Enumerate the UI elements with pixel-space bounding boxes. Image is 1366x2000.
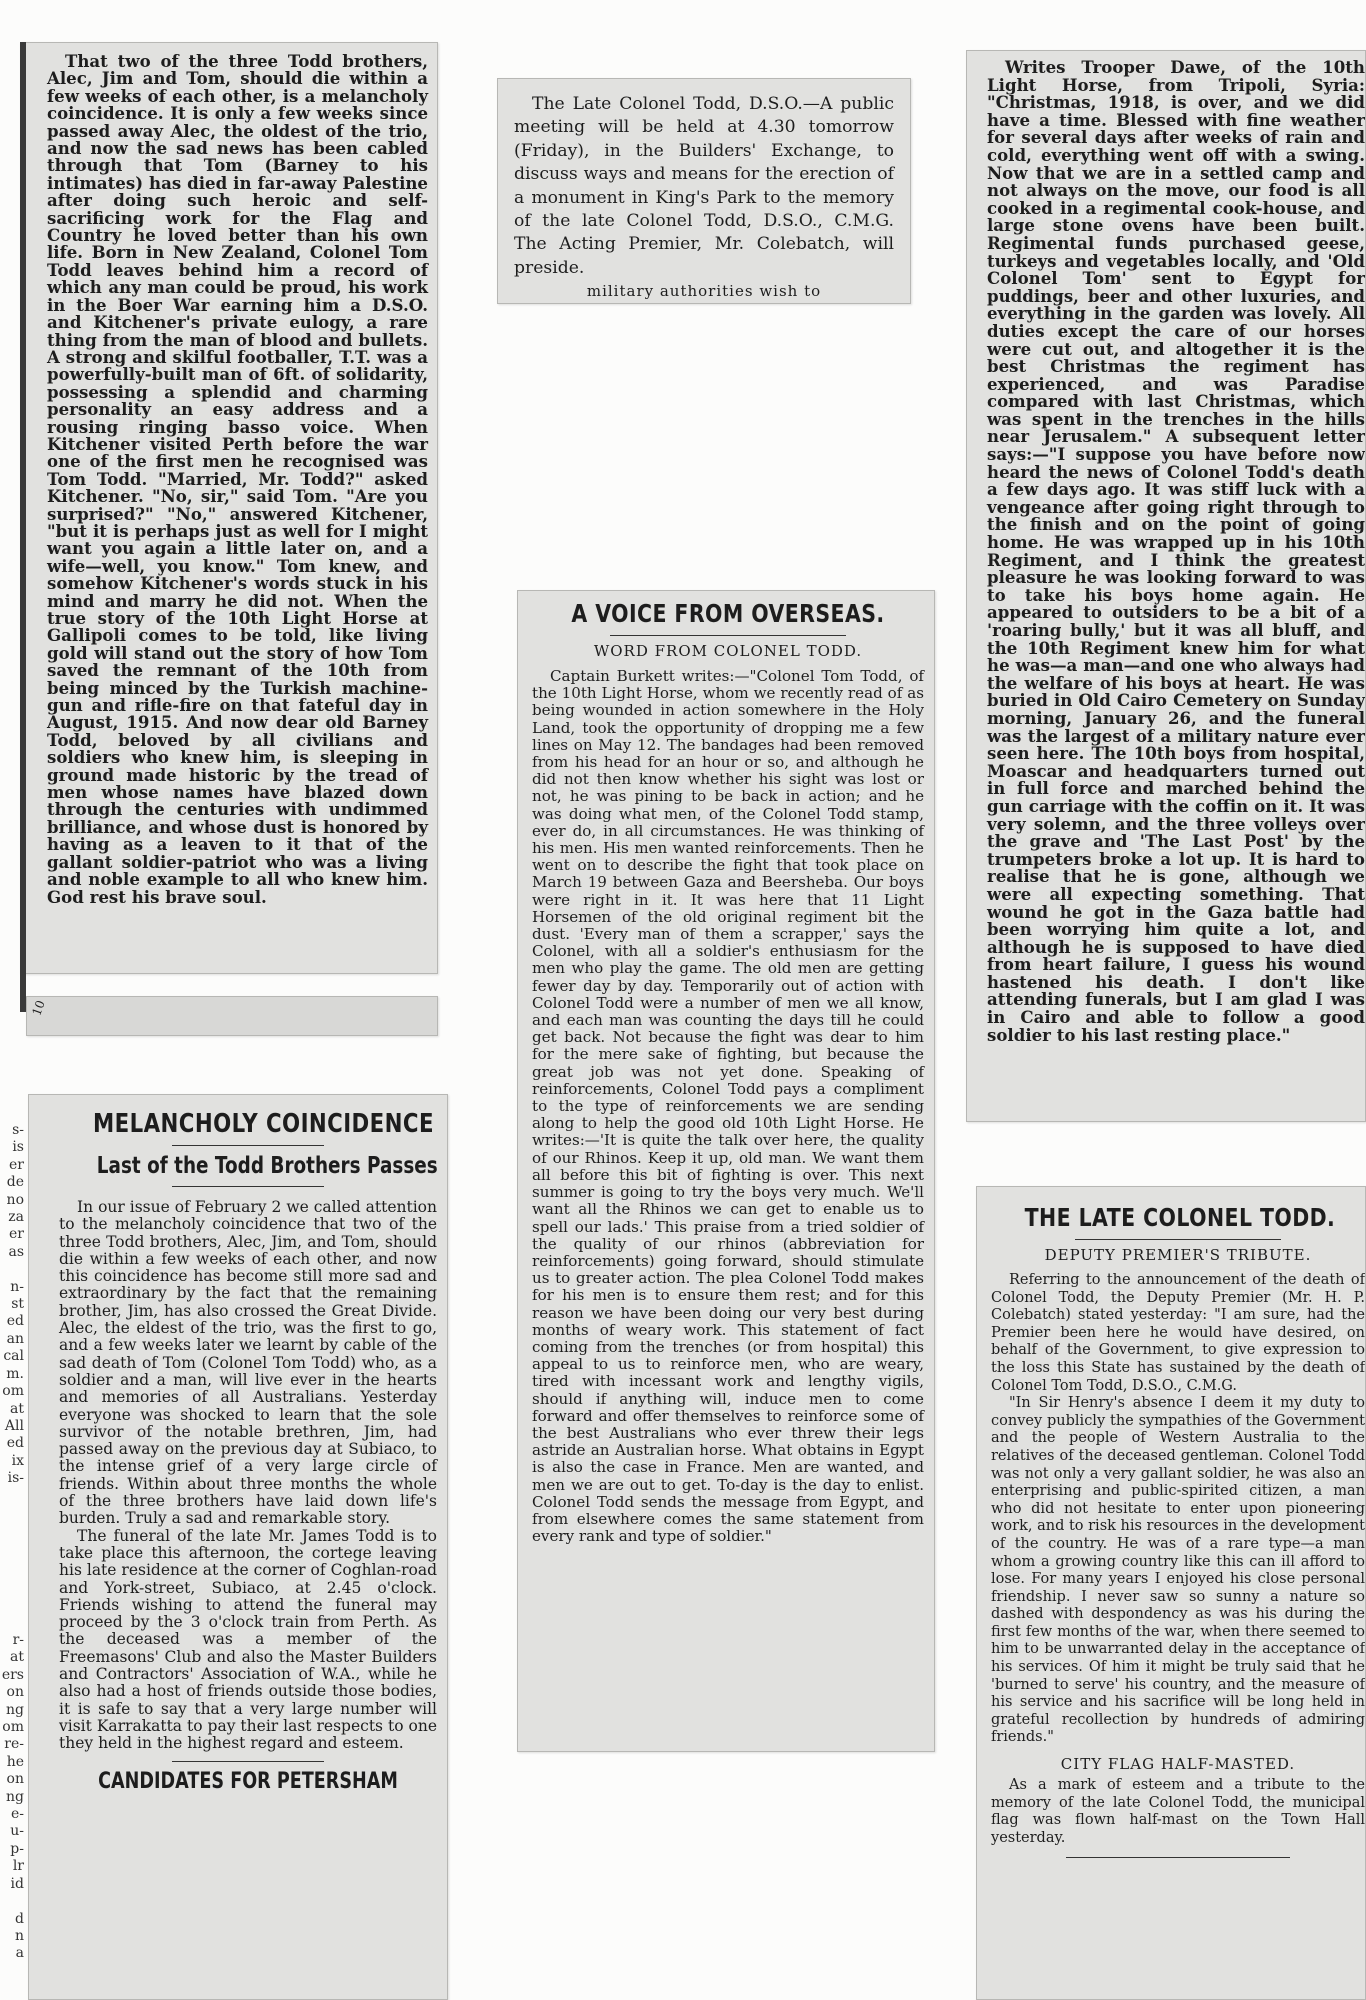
section-rule	[172, 1761, 323, 1762]
torn-fragment	[26, 996, 438, 1036]
article-subheadline: DEPUTY PREMIER'S TRIBUTE.	[1044, 1246, 1312, 1264]
left-edge-fragment: s- is er de no za er as n- st ed an cal m. om at All ed ix is-	[2, 1122, 24, 1487]
torn-corner-mark: 10	[29, 998, 48, 1018]
article-headline: A VOICE FROM OVERSEAS.	[571, 599, 885, 628]
headline-rule	[172, 1145, 323, 1146]
article-body: That two of the three Todd brothers, Alec, Jim and Tom, should die within a few weeks of each other, is a melancholy coincidence. It is only a few weeks since passed away Alec, the oldest of the trio, and now the sad news has been cabled through that Tom (Barney to his intimates) has died in far-away Palestine after doing such heroic and self-sacrificing work for the Flag and Country he loved better than his own life. Born in New Zealand, Colonel Tom Todd leaves behind him a record of which any man could be proud, his work in the Boer War earning him a D.S.O. and Kitchener's private eulogy, a rare thing from the man of blood and bullets. A strong and skilful footballer, T.T. was a powerfully-built man of 6ft. of solidarity, possessing a splendid and charming personality an easy address and a rousing ringing basso voice. When Kitchener visited Perth before the war one of the first men he recognised was Tom Todd. "Married, Mr. Todd?" asked Kitchener. "No, sir," said Tom. "Are you surprised?" "No," answered Kitchener, "but it is perhaps just as well for I might want you again a little later on, and a wife—well, you know." Tom knew, and somehow Kitchener's words stuck in his mind and marry he did not. When the true story of the 10th Light Horse at Gallipoli comes to be told, like living gold will stand out the story of how Tom saved the remnant of the 10th from being minced by the Turkish machine-gun and rifle-fire on that fateful day in August, 1915. And now dear old Barney Todd, beloved by all civilians and soldiers who knew him, is sleeping in ground made historic by the tread of men whose names have blazed down through the centuries with undimmed brilliance, and whose dust is honored by having as a leaven to it that of the gallant soldier-patriot who was a living and noble example to all who knew him. God rest his brave soul.	[47, 51, 428, 907]
article-subheadline: Last of the Todd Brothers Passes	[96, 1153, 438, 1179]
clipping-todd-brothers	[20, 42, 438, 974]
article-body: Writes Trooper Dawe, of the 10th Light Horse, from Tripoli, Syria: "Christmas, 1918, is over, and we did have a time. Blessed with fine weather for several days after weeks of rain and cold, everything went off with a swing. Now that we are in a settled camp and not always on the move, our food is all cooked in a regimental cook-house, and large stone ovens have been built. Regimental funds purchased geese, turkeys and vegetables locally, and 'Old Colonel Tom' sent to Egypt for puddings, beer and other luxuries, and everything in the garden was lovely. All duties except the care of our horses were cut out, and altogether it is the best Christmas the regiment has experienced, and was Paradise compared with last Christmas, which was spent in the trenches in the hills near Jerusalem." A subsequent letter says:—"I suppose you have before now heard the news of Colonel Todd's death a few days ago. It was stiff luck with a vengeance after going right through to the finish and on the point of going home. He was wrapped up in his 10th Regiment, and I think the greatest pleasure he was looking forward to was to take his boys home again. He appeared to outsiders to be a bit of a 'roaring bully,' but it was all bluff, and the 10th Regiment knew him for what he was—a man—and one who always had the welfare of his boys at heart. He was buried in Old Cairo Cemetery on Sunday morning, January 26, and the funeral was the largest of a military nature ever seen here. The 10th boys from hospital, Moascar and headquarters turned out in full force and marched behind the gun carriage with the coffin on it. It was very solemn, and the three volleys over the grave and 'The Last Post' by the trumpeters broke a lot up. It is hard to realise that he is gone, although we were all expecting something. That wound he got in the Gaza battle had been worrying him quite a lot, and although he is supposed to have died from heart failure, I guess his wound hastened his death. I don't like attending funerals, but I am glad I was in Cairo and able to follow a good soldier to his last resting place."	[987, 57, 1365, 1045]
article-headline: MELANCHOLY COINCIDENCE	[93, 1109, 434, 1139]
notice-cut-line: military authorities wish to	[586, 282, 822, 301]
closing-rule	[1066, 1857, 1290, 1858]
article-paragraph: As a mark of esteem and a tribute to the memory of the late Colonel Todd, the municipal flag was flown half-mast on the Town Hall yesterday.	[991, 1777, 1365, 1846]
article-paragraph: In our issue of February 2 we called attention to the melancholy coincidence that two of the three Todd brothers, Alec, Jim, and Tom, should die within a few weeks of each other, and now this coincidence has become still more sad and extraordinary by the fact that the remaining brother, Jim, has also crossed the Great Divide. Alec, the eldest of the trio, was the first to go, and a few weeks later we learnt by cable of the sad death of Tom (Colonel Tom Todd) who, as a soldier and a man, will live ever in the hearts and memories of all Australians. Yesterday everyone was shocked to learn that the sole survivor of the notable brethren, Jim, had passed away on the previous day at Subiaco, to the intense grief of a very large circle of friends. Within about three months the whole of the three brothers have laid down life's burden. Truly a sad and remarkable story.	[59, 1198, 437, 1528]
clipping-notice-late-colonel	[497, 78, 911, 304]
section-heading: CITY FLAG HALF-MASTED.	[1060, 1755, 1296, 1774]
article-paragraph: The funeral of the late Mr. James Todd is to take place this afternoon, the cortege leaving his late residence at the corner of Coghlan-road and York-street, Subiaco, at 2.45 o'clock. Friends wishing to attend the funeral may proceed by the 3 o'clock train from Perth. As the deceased was a member of the Freemasons' Club and also the Master Builders and Contractors' Association of W.A., while he also had a host of friends outside those bodies, it is safe to say that a very large number will visit Karrakatta to pay their last respects to one they held in the highest regard and esteem.	[59, 1526, 437, 1753]
clipping-melancholy-coincidence	[28, 1094, 448, 2000]
headline-rule	[610, 635, 845, 636]
article-paragraph: "In Sir Henry's absence I deem it my duty to convey publicly the sympathies of the Government and the people of Western Australia to the relatives of the deceased gentleman. Colonel Todd was not only a very gallant soldier, he was also an enterprising and public-spirited citizen, a man who did not hesitate to enter upon pioneering work, and to risk his resources in the development of the country. He was of a rare type—a man whom a growing country like this can ill afford to lose. For many years I enjoyed his close personal friendship. I never saw so sunny a nature so dashed with despondency as was his during the first few months of the war, when there seemed to him to be unwarranted delay in the acceptance of his services. Of him it might be truly said that he 'burned to serve' his country, and the measure of his service and his sacrifice will be long held in grateful recollection by hundreds of admiring friends."	[991, 1395, 1365, 1746]
clipping-left-edge	[20, 42, 26, 1012]
article-headline: THE LATE COLONEL TODD.	[1024, 1203, 1336, 1232]
left-edge-fragment-lower: r- at ers on ng om re- he on ng e- u- p- lr id d n a	[1, 1632, 24, 1962]
article-paragraph: Referring to the announcement of the death of Colonel Todd, the Deputy Premier (Mr. H. P. Colebatch) stated yesterday: "I am sure, had the Premier been here he would have desired, on behalf of the Government, to give expression to the loss this State has sustained by the death of Colonel Tom Todd, D.S.O., C.M.G.	[991, 1272, 1365, 1394]
headline-rule	[1075, 1239, 1281, 1240]
subheadline-rule	[172, 1186, 323, 1187]
clipping-voice-overseas	[517, 590, 935, 1752]
article-subheadline: WORD FROM COLONEL TODD.	[593, 642, 863, 660]
clipping-trooper-dawe	[966, 50, 1366, 1122]
article-body: Captain Burkett writes:—"Colonel Tom Todd, of the 10th Light Horse, whom we recently read of as being wounded in action somewhere in the Holy Land, took the opportunity of dropping me a few lines on May 12. The bandages had been removed from his head for an hour or so, and although he did not then know whether his sight was lost or not, he was pining to be back in action; and he was doing what men, of the Colonel Todd stamp, ever do, in all circumstances. He was thinking of his men. His men wanted reinforcements. Then he went on to describe the fight that took place on March 19 between Gaza and Beersheba. Our boys were right in it. It was here that 11 Light Horsemen of the old original regiment bit the dust. 'Every man of them a scrapper,' says the Colonel, with all a soldier's enthusiasm for the men who play the game. The old men are getting fewer day by day. Temporarily out of action with Colonel Todd were a number of men we all know, and each man was counting the days till he could get back. Not because the fight was dear to him for the mere sake of fighting, but because the great job was not yet done. Speaking of reinforcements, Colonel Todd pays a compliment to the type of reinforcements we are sending along to help the good old 10th Light Horse. He writes:—'It is quite the talk over here, the quality of our Rhinos. Keep it up, old man. We want them all before this bit of fighting is over. This next summer is going to try the boys very much. We'll want all the Rhinos we can get to enable us to spell our lads.' This praise from a tried soldier of the quality of our rhinos (abbreviation for reinforcements) going forward, should stimulate us to greater action. The plea Colonel Todd makes for his men is to ensure them rest; and for this reason we have been doing our very best during months of weary work. This statement of fact coming from the trenches (or from hospital) this appeal to us to reinforce men, who are weary, tired with incessant work and lengthy vigils, should if anything will, induce men to come forward and offer themselves to reinforce some of the best Australians who ever threw their legs astride an Australian horse. What obtains in Egypt is also the case in France. Men are wanted, and men we are out to get. To-day is the day to enlist. Colonel Todd sends the message from Egypt, and from elsewhere comes the same statement from every rank and type of soldier."	[532, 667, 924, 1546]
next-article-headline: CANDIDATES FOR PETERSHAM	[98, 1768, 398, 1794]
clipping-deputy-premier-tribute	[976, 1186, 1366, 2000]
notice-body: The Late Colonel Todd, D.S.O.—A public meeting will be held at 4.30 tomorrow (Friday), in the Builders' Exchange, to discuss ways and means for the erection of a monument in King's Park to the memory of the late Colonel Todd, D.S.O., C.M.G. The Acting Premier, Mr. Colebatch, will preside.	[514, 94, 894, 278]
